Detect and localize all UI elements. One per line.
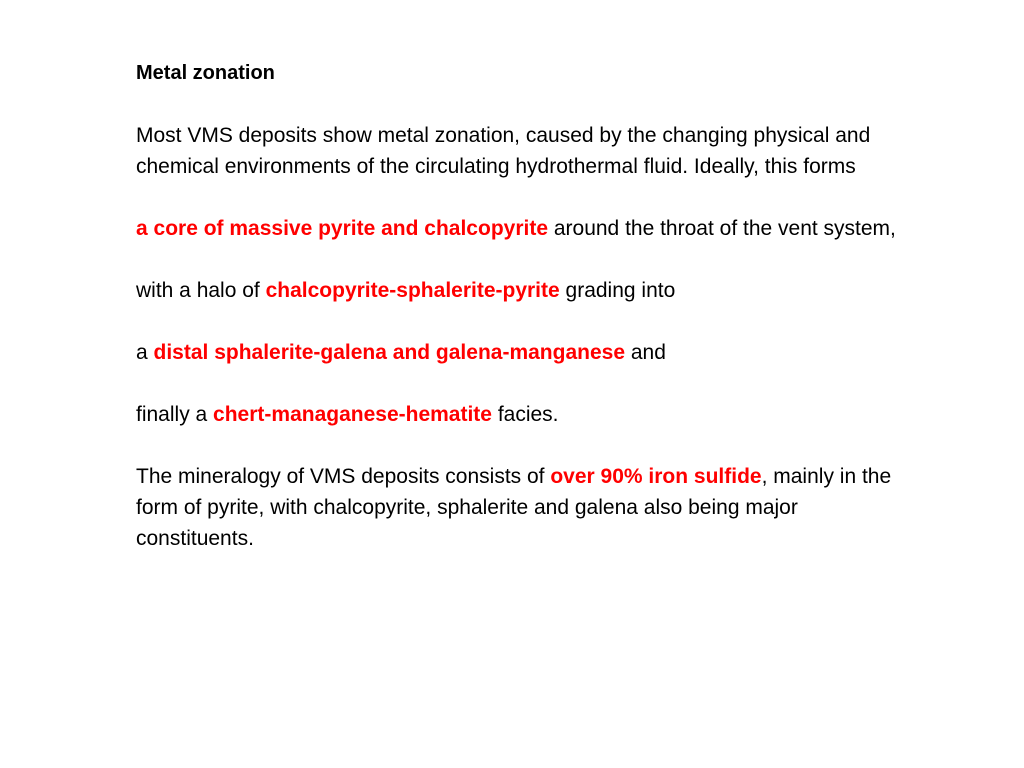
distal-highlight: distal sphalerite-galena and galena-manganese [153,341,626,364]
final-prefix: finally a [136,403,214,426]
spacer [136,89,916,120]
final-paragraph [136,399,916,430]
core-paragraph [136,213,916,244]
distal-paragraph [136,337,916,368]
final-highlight: chert-managanese-hematite [213,403,492,426]
spacer [136,182,916,213]
core-rest: around the throat of the vent system, [548,217,896,240]
halo-rest: grading into [559,279,676,302]
mineralogy-paragraph [136,461,916,554]
halo-paragraph [136,275,916,306]
halo-highlight: chalcopyrite-sphalerite-pyrite [265,279,560,302]
slide-content [136,58,916,554]
final-rest: facies. [491,403,559,426]
halo-prefix: with a halo of [136,279,266,302]
distal-prefix: a [136,341,154,364]
mineralogy-highlight: over 90% iron sulfide [550,465,762,488]
distal-rest: and [625,341,666,364]
mineralogy-rest: , mainly in the form of pyrite, with chalcopyrite, sphalerite and galena also being major constituents. [136,465,892,550]
core-highlight: a core of massive pyrite and chalcopyrite [136,217,549,240]
spacer [136,244,916,275]
mineralogy-prefix: The mineralogy of VMS deposits consists of [136,465,551,488]
intro-paragraph: Most VMS deposits show metal zonation, caused by the changing physical and chemical environments of the circulating hydrothermal fluid. Ideally, this forms [136,124,871,178]
spacer [136,306,916,337]
spacer [136,368,916,399]
slide-title: Metal zonation [136,62,275,84]
spacer [136,430,916,461]
